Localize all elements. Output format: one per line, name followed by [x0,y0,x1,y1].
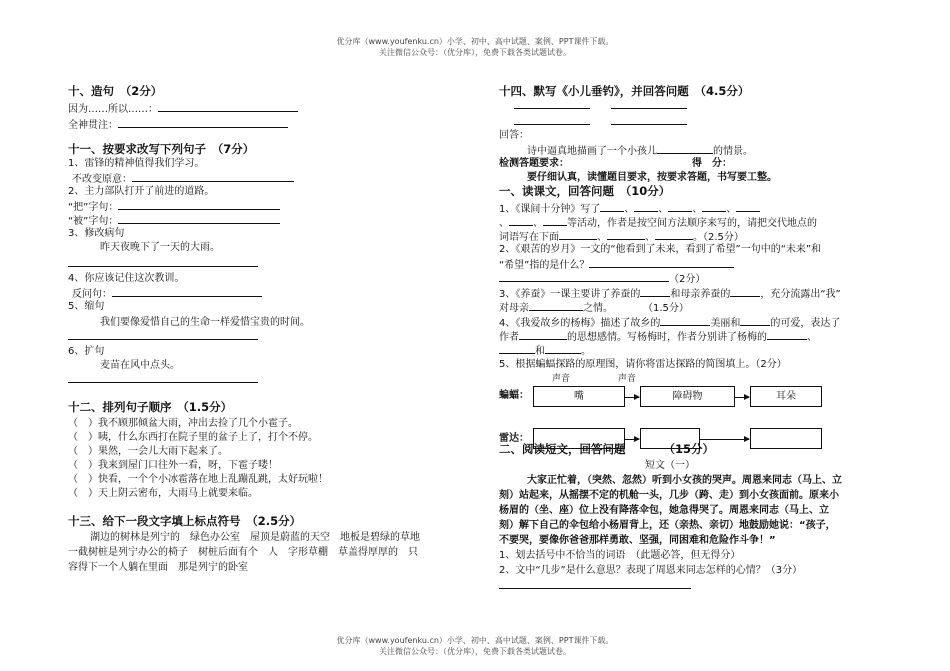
s1-q1-points: 。（2.5分） [693,232,744,243]
page-footer [0,635,950,657]
poem-blank-4[interactable] [611,124,687,125]
blank[interactable] [543,215,567,226]
section-10-title: 十、造句 （2分） [68,84,163,98]
s12-item: （ ）我来到屋门口往外一看，呀，下雹子喽！ [68,460,278,471]
s11-q2b [68,213,280,228]
blank[interactable] [640,286,670,297]
s1-q1-line1 [499,201,760,216]
blank[interactable] [589,257,734,268]
s1-q3-line2 [499,300,689,315]
sep: 、 [533,218,543,229]
s1-q2-line1: 2、《艰苦的岁月》一文的“他看到了未来，看到了希望”一句中的“未来”和 [499,244,822,255]
s1-q1-text-2: 等活动，作者是按空间方法顺序来写的，请把交代地点的 [567,218,817,229]
blank[interactable] [499,271,669,282]
sep: 、 [658,204,669,215]
blank[interactable] [499,343,535,354]
s13-line-3: 容得下一个人躺在里面 那是列宁的卧室 [68,562,248,573]
sep: 。 [581,346,591,357]
section-2-title [499,443,714,456]
s1-q2-line3 [499,271,705,286]
requirements-label: 检测答题要求： [499,158,569,169]
s11-q6: 6、扩句 [68,346,105,357]
blank[interactable] [529,300,583,311]
s1-q2-points: （2分） [669,274,706,285]
s11-q5-text: 我们要像爱惜自己的生命一样爱惜宝贵的时间。 [100,317,310,328]
s14-answer-label: 回答： [499,130,529,141]
s1-q4-text-2: 美丽和 [710,318,741,329]
blank[interactable] [740,315,770,326]
poem-blank-2[interactable] [611,108,687,109]
sep: 、 [692,204,703,215]
s11-q6-blank[interactable] [68,382,258,383]
header-line-1: 优分库（www.youfenku.cn）小学、初中、高中试题、案例、PPT课件下载。 [336,37,614,46]
blank[interactable] [509,215,533,226]
s11-q2a-label: “把”字句： [68,202,119,213]
footer-line-1: 优分库（www.youfenku.cn）小学、初中、高中试题、案例、PPT课件下载。 [336,636,614,645]
s11-q2b-label: “被”字句： [68,216,119,227]
s14-answer-b: 的情景。 [713,146,753,157]
s11-q1a-label: 不改变原意： [72,174,132,185]
sep: 、 [726,204,737,215]
s12-item: （ ）咦，什么东西打在院子里的盆子上了，打个不停。 [68,432,318,443]
blank[interactable] [519,329,567,340]
passage-line-1: 大家正忙着，（突然、忽然）听到小女孩的哭声。周恩来同志（马上、立 [527,475,842,486]
s1-q4-text-4: 作者 [499,332,519,343]
sep: 和 [535,346,545,357]
blank[interactable] [655,229,693,240]
bat-box-ear: 耳朵 [750,386,822,407]
s1-q4-text: 4、《我爱故乡的杨梅》描述了故乡的 [499,318,661,329]
arrow-icon [699,439,749,440]
s1-q2-text: “希望”指的是什么？ [499,260,590,271]
s1-q2-line2 [499,257,734,272]
passage-line-5: 不要哭，要像你爸爸那样勇敢、坚强，同困难和危险作斗争！” [499,535,776,546]
bat-box-mouth: 嘴 [533,386,625,407]
s11-q4: 4、你应该记住这次教训。 [68,273,185,284]
section-11-title: 十一、按要求改写下列句子 （7分） [68,142,255,156]
bat-box-obstacle: 障碍物 [640,386,735,407]
s1-q4-line3 [499,343,591,358]
s12-item: （ ）天上阴云密布，大雨马上就要来临。 [68,488,258,499]
s1-q4-text-3: 的可爱，表达了 [770,318,841,329]
s11-q2a [68,199,280,214]
passage-line-3: 杨眉的（坐、座）位上没有降落伞包，她急得哭了。周恩来同志（马上、立 [499,505,829,516]
blank[interactable] [668,201,692,212]
s2-q2-blank[interactable] [499,588,691,589]
s10-q1-blank[interactable] [158,101,298,112]
header-line-2: 关注微信公众号：（优分库），免费下载各类试题试卷。 [379,48,571,57]
s1-q4-line1 [499,315,840,330]
s12-item: （ ）快看，一个个小冰雹落在地上乱蹦乱跳，太好玩啦！ [68,474,328,485]
s14-answer-a: 诗中逼真地描画了一个小孩儿 [527,146,657,157]
s1-q3-text-5: 之情。 [583,303,613,314]
s14-answer [527,143,753,158]
sep: 、 [624,204,635,215]
s1-q4-line2 [499,329,817,344]
blank[interactable] [660,315,710,326]
s11-q3-text: 昨天夜晚下了一天的大雨。 [100,242,220,253]
sep: 、 [807,332,817,343]
s10-q1-label: 因为……所以……： [68,104,158,115]
s1-q1-text-3: 词语写在下面 [499,232,559,243]
s10-q1 [68,101,298,116]
blank[interactable] [559,229,597,240]
s13-line-2: 一截树桩是列宁办公的椅子 树桩后面有个 人 字形草棚 草盖得厚厚的 只 [68,547,418,558]
section-14-title: 十四、默写《小儿垂钓》，并回答问题 （4.5分） [499,84,750,98]
arrow-icon [734,397,749,398]
arrow-icon [624,439,639,440]
page-header [0,36,950,58]
arrow-icon [624,397,639,398]
s1-q1-line3 [499,229,744,244]
s1-q4-text-5: 的思想感情。写杨梅时，作者分别讲了杨梅的 [567,332,767,343]
s11-q1a [72,171,294,186]
passage-subtitle: 短文（一） [645,460,695,471]
s12-item: （ ）果然，一会儿大雨下起来了。 [68,446,228,457]
requirements-text: 要仔细认真，读懂题目要求，按要求答题，书写要工整。 [527,172,777,183]
s11-q5: 5、缩句 [68,301,105,312]
s11-q2b-blank[interactable] [118,213,280,224]
s11-q2: 2、主力部队打开了前进的道路。 [68,186,215,197]
s11-q6-text: 麦苗在风中点头。 [100,360,180,371]
sep: 、 [597,232,607,243]
s11-q4a-label: 反问句： [72,289,112,300]
sep: 、 [499,218,509,229]
s11-q1: 1、雷锋的精神值得我们学习。 [68,158,205,169]
poem-blank-1[interactable] [514,108,590,109]
blank[interactable] [767,329,807,340]
s1-q3-line1 [499,286,841,301]
radar-label: 雷达： [499,433,529,444]
s14-answer-blank[interactable] [657,143,713,154]
score-label: 得 分： [692,158,732,169]
sound-label-1: 声音 [552,374,571,384]
s13-line-1: 湖边的树林是列宁的 绿色办公室 屋顶是蔚蓝的天空 地板是碧绿的草地 [90,532,420,543]
blank[interactable] [736,201,760,212]
s11-q3: 3、修改病句 [68,228,125,239]
s2-q2: 2、文中“几步”是什么意思？表现了周恩来同志怎样的心情？（3分） [499,565,803,576]
blank[interactable] [545,343,581,354]
s11-q2a-blank[interactable] [118,199,280,210]
section-2-title-b: （15分） [663,442,715,456]
blank[interactable] [607,229,645,240]
s1-q1-line2 [499,215,817,230]
s1-q3-text-3: ，充分流露出“我” [760,289,841,300]
s1-q1-text: 1、《课间十分钟》写了 [499,204,601,215]
s2-q1: 1、划去括号中不恰当的词语 （此题必答，但无得分） [499,550,741,561]
section-1-title: 一、读课文，回答问题 （10分） [499,184,671,198]
s11-q4a [72,286,262,301]
s11-q3-blank[interactable] [68,266,258,267]
passage-line-2: 刻）站起来，从摇摆不定的机舱一头，几步（跨、走）到小女孩面前。原来小 [499,490,839,501]
s10-q2-blank[interactable] [118,117,288,128]
blank[interactable] [702,201,726,212]
s1-q3-points: （1.5分） [643,303,689,314]
sep: 、 [645,232,655,243]
s1-q3-text-4: 对母亲 [499,303,529,314]
radar-box-3[interactable] [750,428,822,449]
s12-item: （ ）我不顾那倾盆大雨，冲出去捡了几个小雹子。 [68,418,298,429]
section-12-title: 十二、排列句子顺序 （1.5分） [68,400,233,414]
s10-q2 [68,117,288,132]
s1-q3-text: 3、《养蚕》一课主要讲了养蚕的 [499,289,641,300]
s1-q3-text-2: 和母亲养蚕的 [670,289,731,300]
s1-q5: 5、根据蝙蝠探路的原理图，请你将雷达探路的简图填上。（2分） [499,359,787,370]
s11-q5-blank[interactable] [68,339,258,340]
s11-q4a-blank[interactable] [112,286,262,297]
blank[interactable] [634,201,658,212]
section-13-title: 十三、给下一段文字填上标点符号 （2.5分） [68,514,302,528]
bat-label: 蝙蝠： [499,390,529,401]
passage-line-4: 刻）解下自己的伞包给小杨眉背上，还（亲热、亲切）地鼓励她说：“孩子， [499,520,836,531]
s11-q1a-blank[interactable] [132,171,294,182]
sound-label-2: 声音 [618,374,637,384]
blank[interactable] [600,201,624,212]
section-2-title-a: 二、阅读短文，回答问题 [499,442,626,456]
s10-q2-label: 全神贯注： [68,120,118,131]
poem-blank-3[interactable] [514,124,590,125]
footer-line-2: 关注微信公众号：（优分库），免费下载各类试题试卷。 [379,647,571,656]
blank[interactable] [730,286,760,297]
